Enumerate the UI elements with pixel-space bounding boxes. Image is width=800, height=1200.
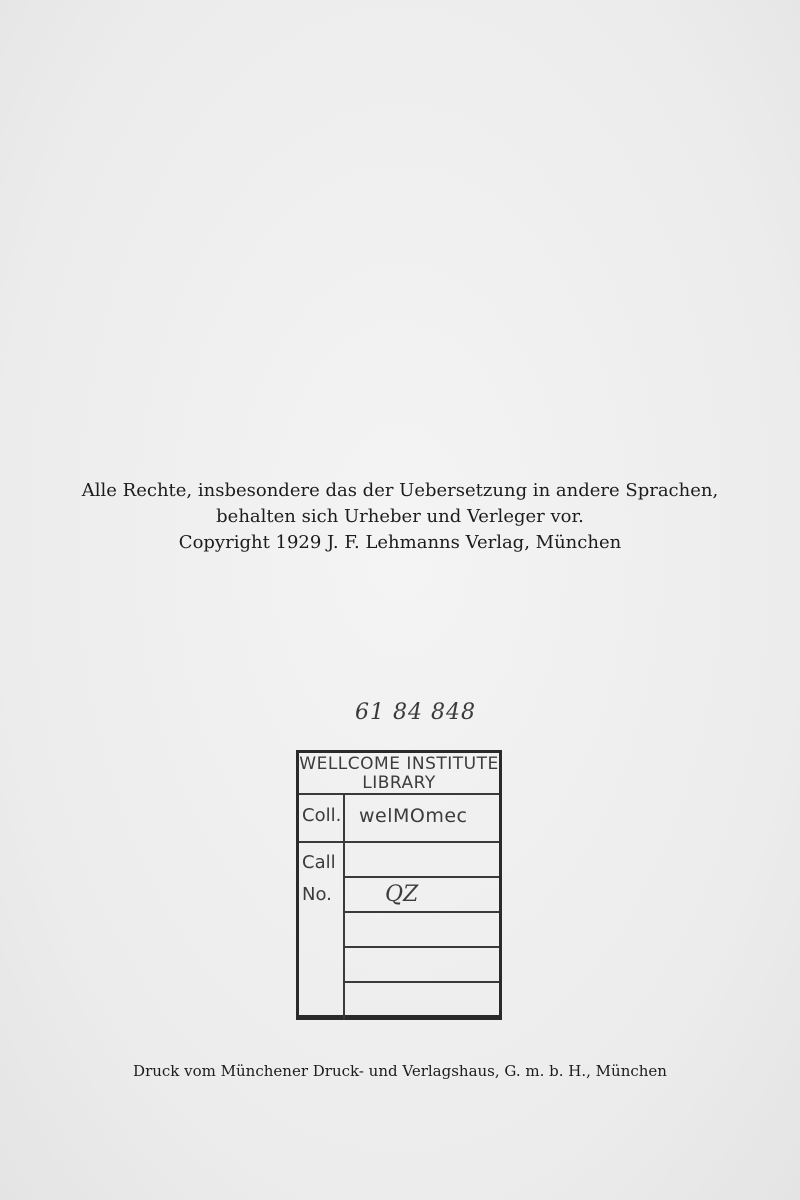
- stamp-cell-1: [345, 843, 499, 878]
- stamp-institute-name: WELLCOME INSTITUTE: [299, 754, 499, 774]
- stamp-no-label: No.: [302, 884, 332, 905]
- stamp-coll-row: [299, 795, 499, 843]
- printer-notice: Druck vom Münchener Druck- und Verlagshaus, G. m. b. H., München: [133, 1062, 667, 1080]
- stamp-cell-3: [345, 913, 499, 948]
- stamp-call-number-cells: [345, 843, 499, 1019]
- stamp-call-label-column: [299, 843, 345, 1019]
- stamp-cell-5: [345, 983, 499, 1018]
- stamp-cell-4: [345, 948, 499, 983]
- stamp-call-number-area: [299, 843, 499, 1019]
- rights-notice: [0, 478, 800, 556]
- rights-line-2: behalten sich Urheber und Verleger vor.: [216, 506, 584, 527]
- stamp-coll-value: welMOmec: [359, 805, 468, 827]
- rights-line-1: Alle Rechte, insbesondere das der Uebersetzung in andere Sprachen,: [81, 480, 719, 501]
- handwritten-accession-number: 61 84 848: [355, 700, 476, 725]
- stamp-call-label: Call: [302, 852, 336, 873]
- copyright-line: Copyright 1929 J. F. Lehmanns Verlag, München: [178, 532, 622, 553]
- library-stamp: [296, 750, 502, 1020]
- stamp-coll-label: Coll.: [299, 795, 345, 841]
- stamp-header: [299, 753, 499, 795]
- stamp-library-name: LIBRARY: [362, 773, 436, 793]
- stamp-cell-2: QZ: [345, 878, 499, 913]
